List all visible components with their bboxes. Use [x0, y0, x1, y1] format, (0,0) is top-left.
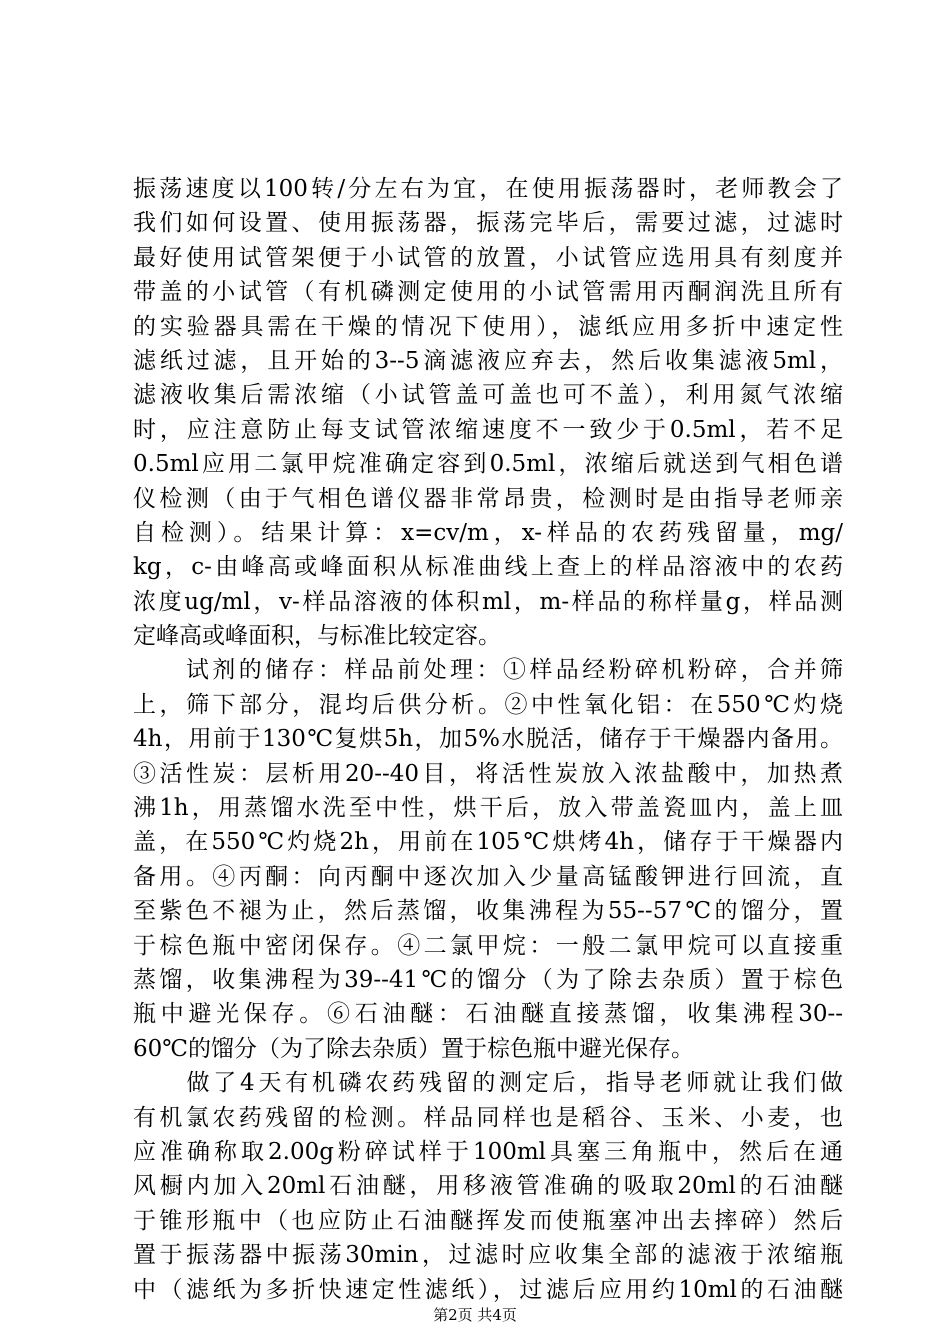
text-line: 最好使用试管架便于小试管的放置，小试管应选用具有刻度并	[133, 244, 843, 271]
text-line: kg，c-由峰高或峰面积从标准曲线上查上的样品溶液中的农药	[133, 554, 843, 581]
text-line: 置于振荡器中振荡30min，过滤时应收集全部的滤液于浓缩瓶	[133, 1242, 843, 1269]
text-line: 风橱内加入20ml石油醚，用移液管准确的吸取20ml的石油醚	[133, 1173, 843, 1200]
text-line: 于锥形瓶中（也应防止石油醚挥发而使瓶塞冲出去摔碎）然后	[133, 1207, 843, 1234]
text-line: 带盖的小试管（有机磷测定使用的小试管需用丙酮润洗且所有	[133, 279, 843, 306]
text-line: ③活性炭：层析用20--40目，将活性炭放入浓盐酸中，加热煮	[133, 760, 843, 787]
text-line: 浓度ug/ml，v-样品溶液的体积ml，m-样品的称样量g，样品测	[133, 588, 843, 615]
text-line: 60℃的馏分（为了除去杂质）置于棕色瓶中避光保存。	[133, 1035, 694, 1062]
text-line: 中（滤纸为多折快速定性滤纸），过滤后应用约10ml的石油醚	[133, 1276, 843, 1303]
page-number-footer: 第2页 共4页	[433, 1306, 517, 1324]
text-line: 试剂的储存：样品前处理：①样品经粉碎机粉碎，合并筛	[133, 657, 843, 684]
text-line: 时，应注意防止每支试管浓缩速度不一致少于0.5ml，若不足	[133, 416, 843, 443]
text-line: 做了4天有机磷农药残留的测定后，指导老师就让我们做	[133, 1070, 843, 1097]
text-line: 备用。④丙酮：向丙酮中逐次加入少量高锰酸钾进行回流，直	[133, 863, 843, 890]
text-line: 自检测）。结果计算：x=cv/m，x-样品的农药残留量，mg/	[133, 519, 843, 546]
text-line: 应准确称取2.00g粉碎试样于100ml具塞三角瓶中，然后在通	[133, 1138, 843, 1165]
body-text	[133, 172, 843, 1307]
text-line: 振荡速度以100转/分左右为宜，在使用振荡器时，老师教会了	[133, 176, 843, 202]
text-line: 至紫色不褪为止，然后蒸馏，收集沸程为55--57℃的馏分，置	[133, 898, 843, 925]
text-line: 于棕色瓶中密闭保存。④二氯甲烷：一般二氯甲烷可以直接重	[133, 932, 843, 959]
text-line: 定峰高或峰面积，与标准比较定容。	[133, 623, 501, 650]
text-line: 我们如何设置、使用振荡器，振荡完毕后，需要过滤，过滤时	[133, 210, 843, 237]
text-line: 4h，用前于130℃复烘5h，加5%水脱活，储存于干燥器内备用。	[133, 726, 843, 753]
text-line: 的实验器具需在干燥的情况下使用），滤纸应用多折中速定性	[133, 313, 843, 340]
text-line: 上，筛下部分，混均后供分析。②中性氧化铝：在550℃灼烧	[133, 691, 843, 718]
text-line: 瓶中避光保存。⑥石油醚：石油醚直接蒸馏，收集沸程30--	[133, 1001, 843, 1028]
text-line: 沸1h，用蒸馏水洗至中性，烘干后，放入带盖瓷皿内，盖上皿	[133, 795, 843, 822]
text-line: 有机氯农药残留的检测。样品同样也是稻谷、玉米、小麦，也	[133, 1104, 843, 1131]
text-line: 蒸馏，收集沸程为39--41℃的馏分（为了除去杂质）置于棕色	[133, 966, 843, 993]
text-line: 0.5ml应用二氯甲烷准确定容到0.5ml，浓缩后就送到气相色谱	[133, 451, 843, 478]
text-line: 滤液收集后需浓缩（小试管盖可盖也可不盖），利用氮气浓缩	[133, 382, 843, 409]
text-line: 仪检测（由于气相色谱仪器非常昂贵，检测时是由指导老师亲	[133, 485, 843, 512]
text-line: 盖，在550℃灼烧2h，用前在105℃烘烤4h，储存于干燥器内	[133, 829, 843, 856]
text-line: 滤纸过滤，且开始的3--5滴滤液应弃去，然后收集滤液5ml，	[133, 347, 843, 374]
